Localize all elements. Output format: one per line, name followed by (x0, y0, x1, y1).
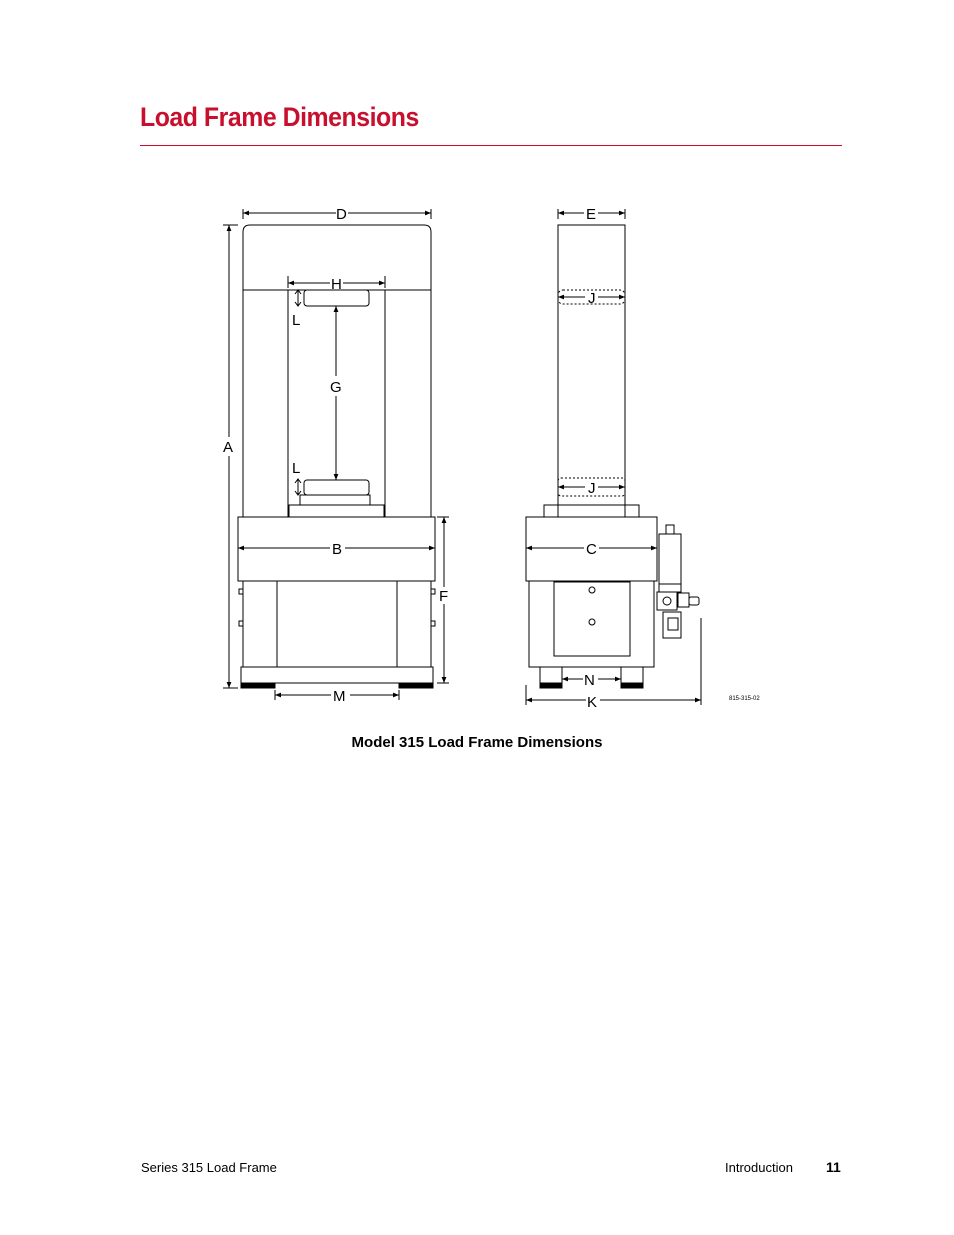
dimension-label-b: B (332, 541, 343, 558)
dimension-label-h: H (331, 276, 342, 293)
dimension-label-d: D (336, 206, 347, 223)
dimension-label-a: A (223, 439, 234, 456)
dimension-label-e: E (586, 206, 597, 223)
figure-caption: Model 315 Load Frame Dimensions (351, 734, 603, 751)
dimension-label-m: M (333, 688, 346, 705)
dimension-label-l-upper: L (292, 312, 301, 329)
dimension-label-f: F (439, 588, 449, 605)
footer-product-name: Series 315 Load Frame (141, 1160, 277, 1175)
dimension-label-n: N (584, 672, 595, 689)
drawing-code: 815-315-02 (729, 696, 760, 702)
footer-section-name: Introduction (725, 1160, 793, 1175)
page-title: Load Frame Dimensions (140, 102, 419, 132)
dimension-label-k: K (587, 694, 598, 711)
dimension-label-c: C (586, 541, 597, 558)
dimension-label-j-lower: J (588, 480, 596, 497)
dimension-label-l-lower: L (292, 460, 301, 477)
footer-page-number: 11 (826, 1159, 841, 1175)
dimension-label-g: G (330, 379, 342, 396)
dimension-label-j-upper: J (588, 290, 596, 307)
